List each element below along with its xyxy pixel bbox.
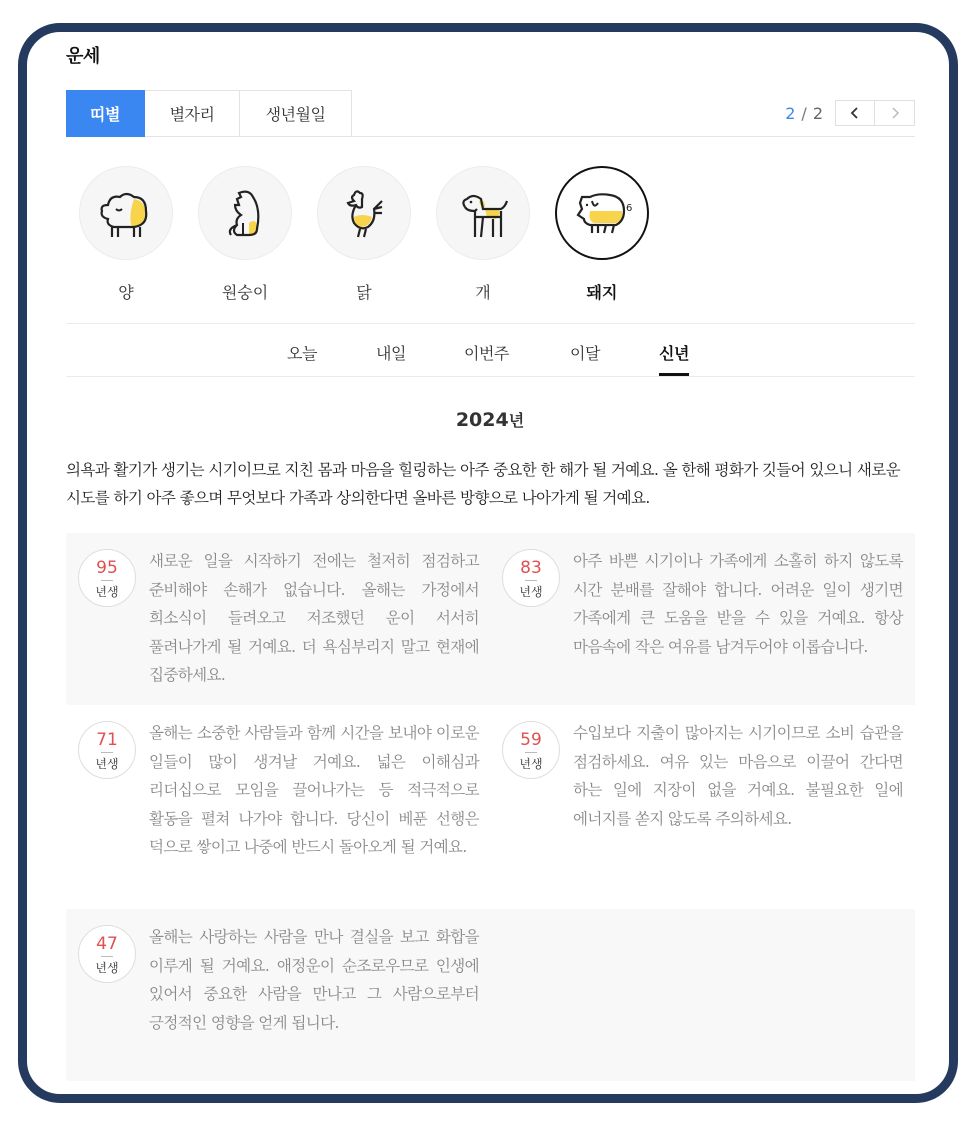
fortune-row (66, 705, 915, 909)
fortune-item (66, 909, 490, 1081)
fortune-text: 아주 바쁜 시기이나 가족에게 소홀히 하지 않도록 시간 분배를 잘해야 합니다. 어려운 일이 생기면 가족에게 큰 도움을 받을 수 있을 거예요. 항상 마음속에 작은 여유를 남겨두어야 이롭습니다. (573, 552, 903, 656)
fortune-summary: 의욕과 활기가 생기는 시기이므로 지친 몸과 마음을 힐링하는 아주 중요한 한 해가 될 거예요. 올 한해 평화가 깃들어 있으니 새로운 시도를 하기 아주 좋으며 무엇보다 가족과 상의한다면 올바른 방향으로 나아가게 될 거예요. (66, 461, 900, 507)
fortune-year-suffix: 년 (508, 411, 525, 430)
svg-text:6: 6 (626, 203, 633, 214)
birth-year-badge (78, 549, 136, 607)
fortune-text: 수입보다 지출이 많아지는 시기이므로 소비 습관을 점검하세요. 여유 있는 마음으로 이끌어 간다면 하는 일에 지장이 없을 거예요. 불필요한 일에 에너지를 쏟지 않도록 주의하세요. (573, 724, 903, 828)
tab-this-week[interactable]: 이번주 (464, 344, 509, 363)
fortune-item (490, 533, 914, 705)
zodiac-label: 원숭이 (221, 283, 269, 302)
zodiac-label: 돼지 (586, 283, 618, 302)
pig-icon (570, 187, 634, 239)
badge-divider (525, 752, 537, 753)
badge-divider (525, 580, 537, 581)
monkey-icon (213, 187, 277, 239)
chevron-right-icon (890, 107, 900, 119)
page-title: 운세 (66, 46, 100, 67)
tab-zodiac-animal[interactable]: 띠별 (66, 90, 145, 137)
birth-year-badge (78, 925, 136, 983)
badge-divider (101, 580, 113, 581)
fortune-year-heading (0, 408, 980, 431)
zodiac-label: 양 (118, 283, 134, 302)
zodiac-item-monkey[interactable] (198, 166, 292, 303)
rooster-icon (332, 187, 396, 239)
page-separator: / (801, 103, 807, 123)
prev-page-button[interactable] (835, 100, 875, 126)
zodiac-label: 닭 (356, 283, 372, 302)
zodiac-circle (436, 166, 530, 260)
fortune-text: 올해는 소중한 사람들과 함께 시간을 보내야 이로운 일들이 많이 생겨날 거예요. 넓은 이해심과 리더십으로 모임을 끌어나가는 등 적극적으로 활동을 펼쳐 나가야 합니다. 당신이 베푼 선행은 덕으로 쌓이고 나중에 반드시 돌아오게 될 거예요. (149, 724, 479, 856)
birth-year: 59 (520, 730, 542, 750)
birth-year-badge (502, 549, 560, 607)
dog-icon (451, 187, 515, 239)
fortune-year: 2024 (455, 409, 509, 431)
fortune-item-empty (490, 909, 914, 1081)
zodiac-circle (79, 166, 173, 260)
birth-year: 95 (96, 558, 118, 578)
birth-label: 년생 (95, 585, 119, 599)
birth-label: 년생 (519, 585, 543, 599)
zodiac-label: 개 (475, 283, 491, 302)
fortune-row (66, 533, 915, 705)
page-indicator (785, 104, 823, 123)
zodiac-item-rooster[interactable] (317, 166, 411, 303)
fortune-by-birth-year (66, 533, 915, 1081)
zodiac-circle (317, 166, 411, 260)
birth-year: 83 (520, 558, 542, 578)
page-total: 2 (812, 103, 823, 123)
tab-this-month[interactable]: 이달 (570, 344, 600, 363)
tab-constellation[interactable]: 별자리 (145, 90, 240, 137)
next-page-button[interactable] (875, 100, 915, 126)
chevron-left-icon (850, 107, 860, 119)
tab-new-year[interactable]: 신년 (659, 341, 689, 364)
birth-year-badge (78, 721, 136, 779)
fortune-row (66, 909, 915, 1081)
birth-label: 년생 (95, 757, 119, 771)
zodiac-circle (198, 166, 292, 260)
birth-year: 47 (96, 934, 118, 954)
period-tabs (66, 325, 915, 377)
birth-year-badge (502, 721, 560, 779)
page-current: 2 (785, 103, 796, 123)
birth-year: 71 (96, 730, 118, 750)
zodiac-circle (555, 166, 649, 260)
birth-label: 년생 (95, 961, 119, 975)
fortune-item (66, 533, 490, 705)
pager (785, 100, 915, 126)
zodiac-item-sheep[interactable] (79, 166, 173, 303)
fortune-item (66, 705, 490, 909)
fortune-text: 새로운 일을 시작하기 전에는 철저히 점검하고 준비해야 손해가 없습니다. 올해는 가정에서 희소식이 들려오고 저조했던 운이 서서히 풀려나가게 될 거예요. 더 욕심부리지 말고 현재에 집중하세요. (149, 552, 479, 684)
fortune-text: 올해는 사랑하는 사람을 만나 결실을 보고 화합을 이루게 될 거예요. 애정운이 순조로우므로 인생에 있어서 중요한 사람을 만나고 그 사람으로부터 긍정적인 영향을 얻게 됩니다. (149, 928, 479, 1032)
zodiac-selector (66, 166, 915, 324)
tab-today[interactable]: 오늘 (287, 344, 317, 363)
tab-tomorrow[interactable]: 내일 (376, 344, 406, 363)
badge-divider (101, 956, 113, 957)
badge-divider (101, 752, 113, 753)
birth-label: 년생 (519, 757, 543, 771)
sheep-icon (94, 187, 158, 239)
zodiac-item-dog[interactable] (436, 166, 530, 303)
fortune-item (490, 705, 914, 909)
tab-birthdate[interactable]: 생년월일 (240, 90, 352, 137)
zodiac-item-pig[interactable] (555, 166, 649, 303)
